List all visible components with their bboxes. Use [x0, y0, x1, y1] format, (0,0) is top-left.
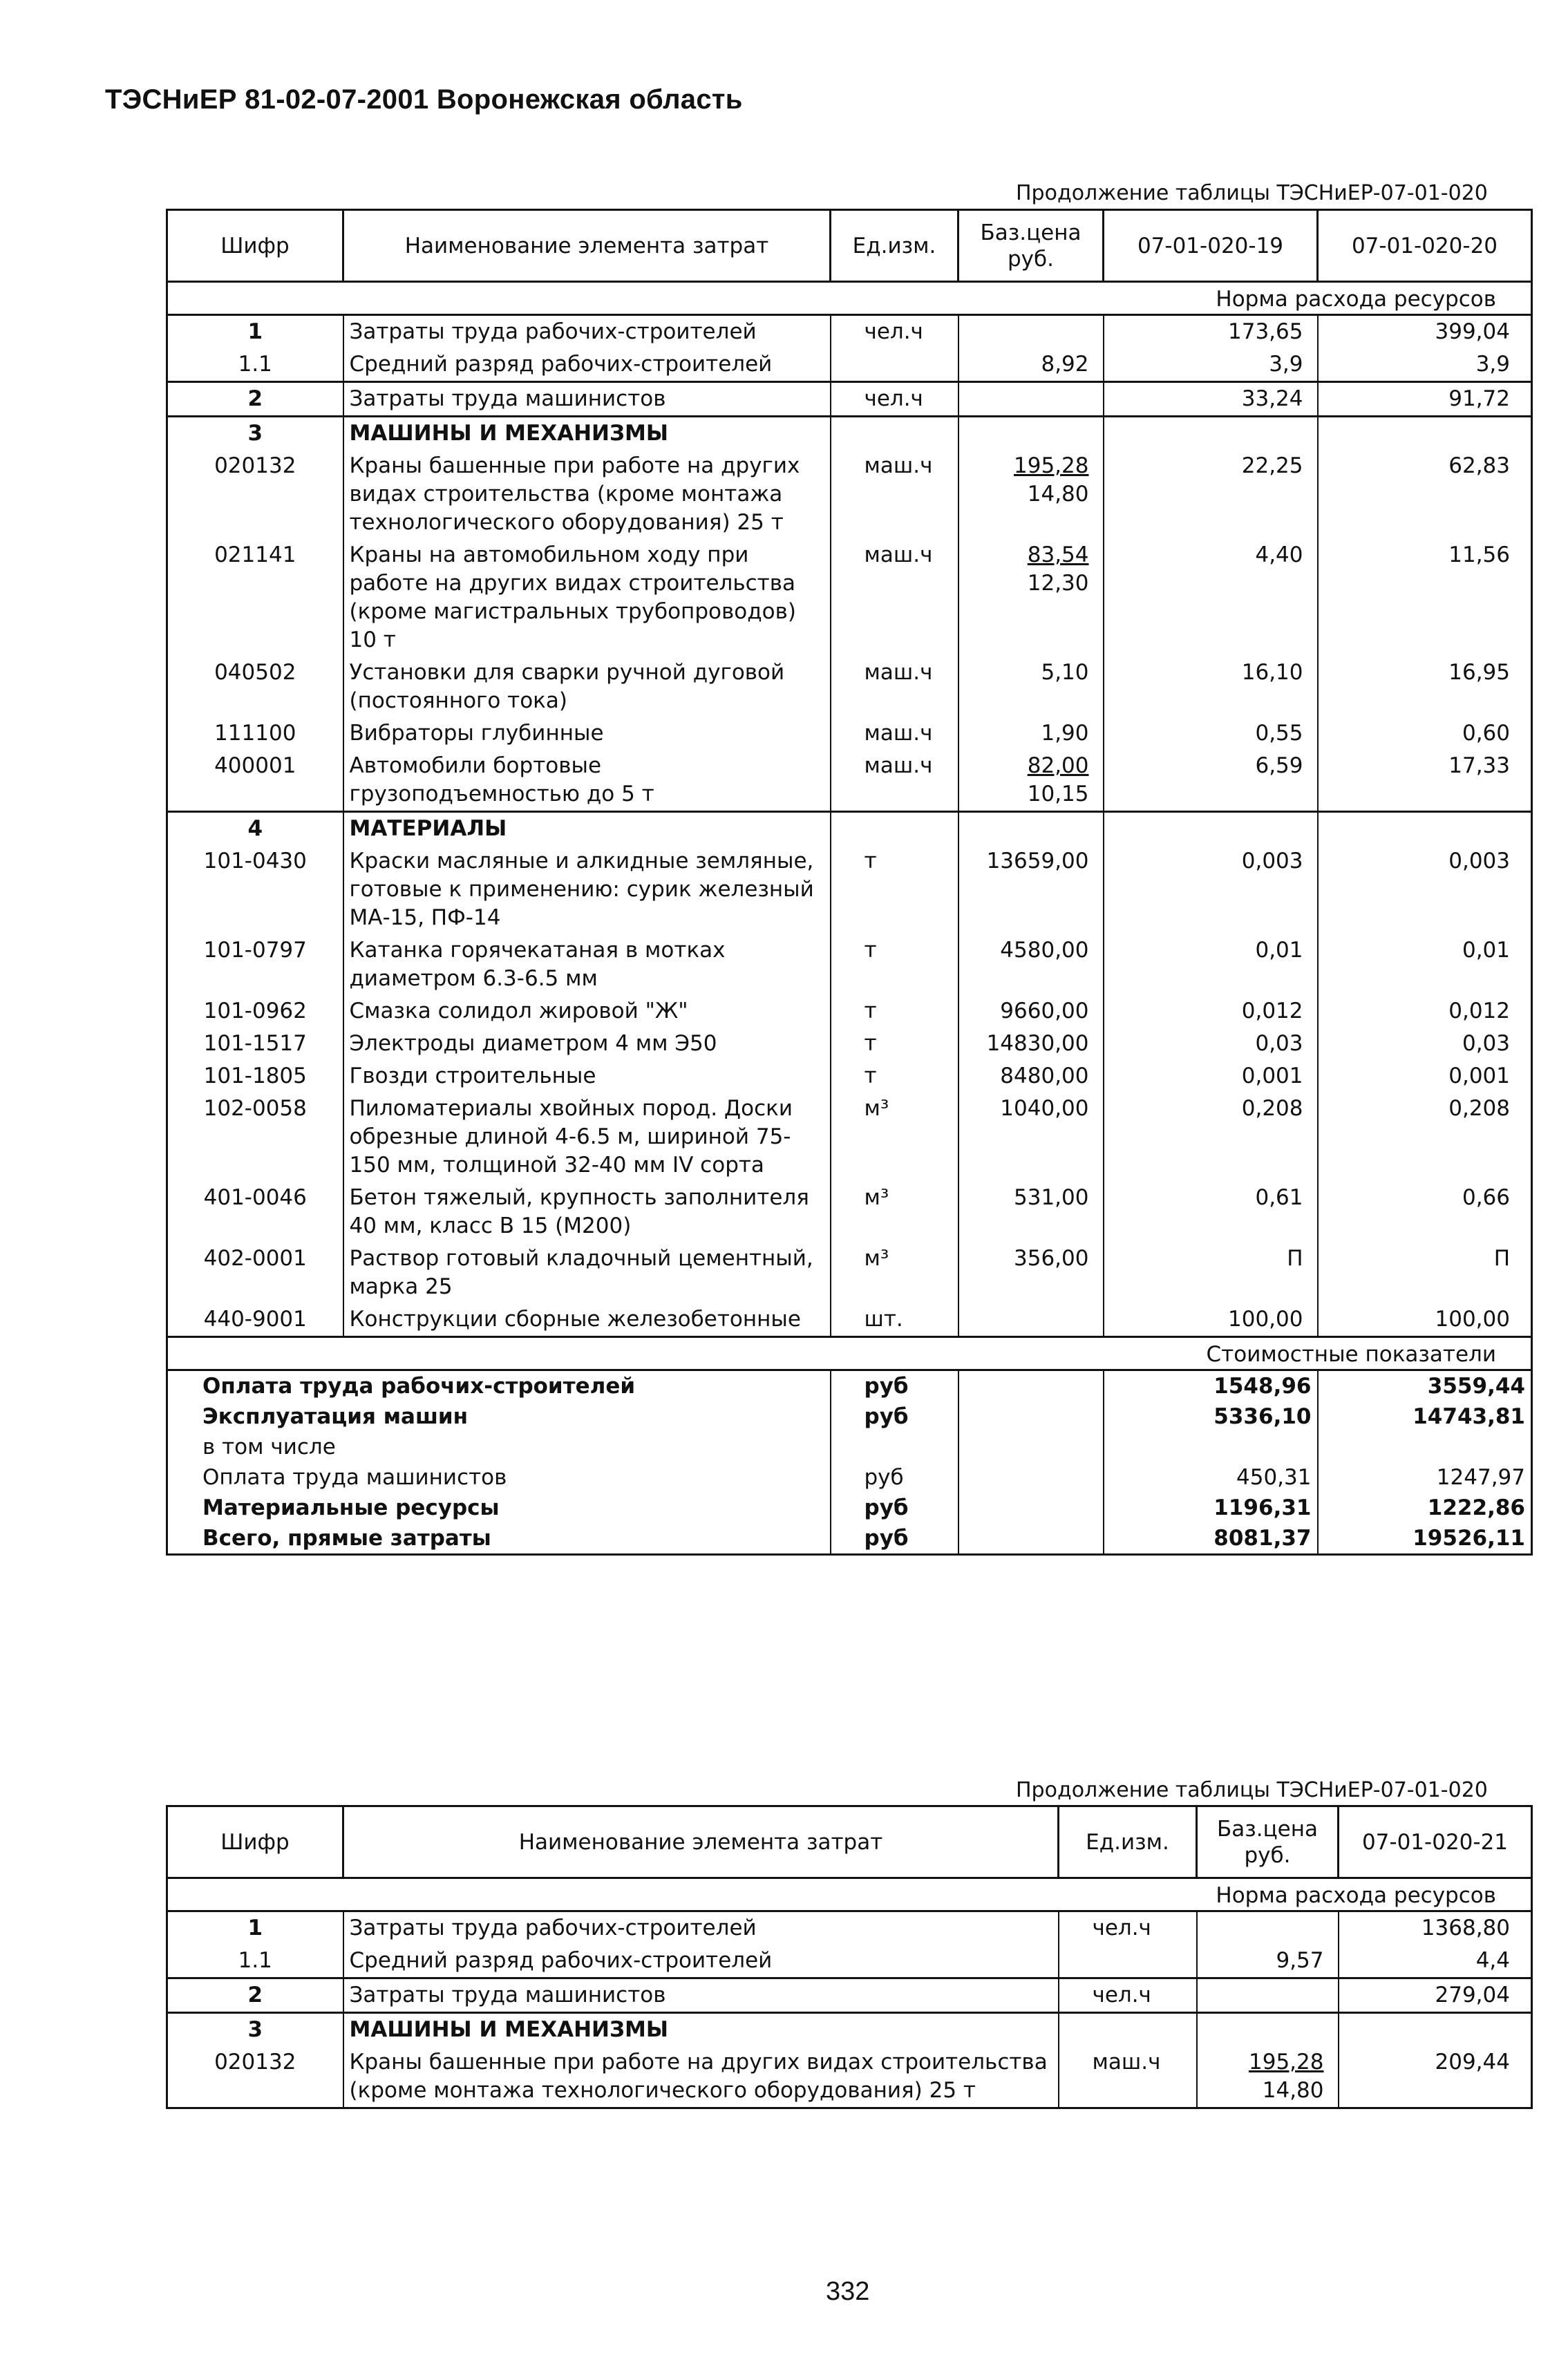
row-value: П	[1318, 1242, 1532, 1303]
summary-unit: руб	[831, 1523, 958, 1555]
row-price	[958, 450, 1104, 539]
row-unit: маш.ч	[831, 750, 958, 812]
table-row	[167, 717, 1532, 750]
price-main: 1,90	[1041, 721, 1089, 746]
table2-header-row	[167, 1806, 1532, 1878]
row-code: 2	[167, 1978, 343, 2013]
row-code: 020132	[214, 2050, 296, 2075]
summary-price	[958, 1523, 1104, 1555]
row-value: 33,24	[1104, 382, 1318, 417]
row-name: Средний разряд рабочих-строителей	[343, 1945, 1059, 1978]
table-row	[167, 1911, 1532, 1945]
row-value: 16,95	[1318, 656, 1532, 717]
table-row	[167, 934, 1532, 995]
summary-label: Эксплуатация машин	[202, 1404, 469, 1429]
table-row	[167, 450, 1532, 539]
summary-value: 1247,97	[1318, 1462, 1532, 1493]
row-code: 3	[167, 417, 343, 451]
row-unit: маш.ч	[1059, 2046, 1197, 2108]
row-code: 020132	[214, 453, 296, 478]
col-name: Наименование элемента затрат	[343, 1806, 1059, 1878]
summary-label: Всего, прямые затраты	[202, 1526, 491, 1551]
row-price	[958, 315, 1104, 349]
row-unit: м³	[831, 1093, 958, 1182]
col-price: Баз.цена руб.	[958, 210, 1104, 282]
row-unit: шт.	[831, 1303, 958, 1337]
summary-label: в том числе	[202, 1435, 336, 1459]
norm-label: Норма расхода ресурсов	[167, 1878, 1532, 1911]
summary-value: 1548,96	[1104, 1370, 1318, 1402]
row-unit: м³	[831, 1242, 958, 1303]
row-name: Раствор готовый кладочный цементный, марка 25	[343, 1242, 831, 1303]
summary-value	[1318, 1432, 1532, 1462]
summary-value: 14743,81	[1318, 1401, 1532, 1432]
row-name: Средний разряд рабочих-строителей	[343, 348, 831, 382]
row-name: Затраты труда рабочих-строителей	[343, 315, 831, 349]
row-value: 0,012	[1318, 995, 1532, 1028]
col-unit: Ед.изм.	[831, 210, 958, 282]
price-salary: 10,15	[1027, 782, 1089, 806]
row-code: 1.1	[238, 1948, 272, 1973]
price-main: 13659,00	[986, 849, 1089, 873]
row-unit: т	[831, 1028, 958, 1060]
row-unit	[831, 417, 958, 451]
row-code: 101-1517	[203, 1031, 307, 1056]
summary-row	[167, 1462, 1532, 1493]
row-value: 0,60	[1318, 717, 1532, 750]
price-main: 195,28	[1249, 2050, 1324, 2075]
row-value: 0,66	[1318, 1182, 1532, 1242]
row-name: МАШИНЫ И МЕХАНИЗМЫ	[343, 417, 831, 451]
table-row	[167, 995, 1532, 1028]
row-unit	[1059, 2013, 1197, 2047]
col-unit: Ед.изм.	[1059, 1806, 1197, 1878]
row-name: Катанка горячекатаная в мотках диаметром 6.3-6.5 мм	[343, 934, 831, 995]
row-value: 0,012	[1104, 995, 1318, 1028]
norm-label-row	[167, 1878, 1532, 1911]
summary-unit: руб	[831, 1493, 958, 1523]
price-main: 5,10	[1041, 660, 1089, 685]
summary-price	[958, 1432, 1104, 1462]
table-row	[167, 1093, 1532, 1182]
price-salary: 14,80	[1262, 2078, 1324, 2103]
table-row	[167, 656, 1532, 717]
row-code: 101-1805	[203, 1064, 307, 1088]
summary-price	[958, 1462, 1104, 1493]
summary-unit: руб	[831, 1401, 958, 1432]
row-name: Смазка солидол жировой "Ж"	[343, 995, 831, 1028]
page-number: 332	[826, 2277, 870, 2306]
row-value: 62,83	[1318, 450, 1532, 539]
row-value: 16,10	[1104, 656, 1318, 717]
price-main: 8,92	[1041, 352, 1089, 377]
row-unit: маш.ч	[831, 717, 958, 750]
row-value: 100,00	[1318, 1303, 1532, 1337]
row-code: 101-0962	[203, 999, 307, 1023]
row-value: П	[1104, 1242, 1318, 1303]
row-name: Бетон тяжелый, крупность заполнителя 40 мм, класс В 15 (М200)	[343, 1182, 831, 1242]
norm-label: Норма расхода ресурсов	[167, 282, 1532, 315]
row-price	[1197, 2046, 1339, 2108]
row-code: 102-0058	[203, 1096, 307, 1121]
row-value: 11,56	[1318, 539, 1532, 656]
row-name: Пиломатериалы хвойных пород. Доски обрезные длиной 4-6.5 м, шириной 75-150 мм, толщиной 32-40 мм IV сорта	[343, 1093, 831, 1182]
row-code: 021141	[214, 542, 296, 567]
col-20: 07-01-020-20	[1318, 210, 1532, 282]
row-value: 91,72	[1318, 382, 1532, 417]
cost-label: Стоимостные показатели	[167, 1337, 1532, 1370]
row-value: 4,4	[1339, 1945, 1532, 1978]
table-row	[167, 539, 1532, 656]
summary-label: Оплата труда машинистов	[202, 1465, 507, 1490]
table-row	[167, 1028, 1532, 1060]
row-unit: чел.ч	[1059, 1911, 1197, 1945]
table-row	[167, 1182, 1532, 1242]
row-value: 0,003	[1318, 845, 1532, 934]
row-price	[958, 750, 1104, 812]
row-price	[958, 845, 1104, 934]
row-unit: м³	[831, 1182, 958, 1242]
row-code: 1.1	[238, 352, 272, 377]
row-unit: чел.ч	[1059, 1978, 1197, 2013]
row-price	[958, 539, 1104, 656]
summary-unit: руб	[831, 1462, 958, 1493]
row-value: 399,04	[1318, 315, 1532, 349]
row-price	[958, 348, 1104, 382]
row-value	[1318, 417, 1532, 451]
summary-value: 1222,86	[1318, 1493, 1532, 1523]
price-salary: 12,30	[1027, 571, 1089, 596]
table-row	[167, 382, 1532, 417]
row-code: 101-0797	[203, 938, 307, 963]
summary-value: 450,31	[1104, 1462, 1318, 1493]
summary-value: 1196,31	[1104, 1493, 1318, 1523]
price-main: 356,00	[1014, 1246, 1089, 1271]
summary-label: Оплата труда рабочих-строителей	[167, 1370, 831, 1402]
row-unit	[831, 348, 958, 382]
row-unit: чел.ч	[831, 382, 958, 417]
row-price	[958, 1303, 1104, 1337]
row-price	[958, 1242, 1104, 1303]
row-code: 4	[167, 812, 343, 846]
table-row	[167, 1303, 1532, 1337]
col-code: Шифр	[167, 210, 343, 282]
row-value: 3,9	[1104, 348, 1318, 382]
row-name: Краны на автомобильном ходу при работе на других видах строительства (кроме магистральных трубопроводов) 10 т	[343, 539, 831, 656]
row-code: 440-9001	[203, 1307, 307, 1332]
summary-value: 3559,44	[1318, 1370, 1532, 1402]
row-name: МАШИНЫ И МЕХАНИЗМЫ	[343, 2013, 1059, 2047]
row-name: Краны башенные при работе на других видах строительства (кроме монтажа технологического оборудования) 25 т	[343, 450, 831, 539]
summary-row	[167, 1370, 1532, 1402]
row-value: 6,59	[1104, 750, 1318, 812]
row-price	[1197, 2013, 1339, 2047]
row-code: 400001	[214, 753, 296, 778]
table-row	[167, 1242, 1532, 1303]
row-unit: т	[831, 934, 958, 995]
price-salary: 14,80	[1027, 482, 1089, 507]
table-row	[167, 1945, 1532, 1978]
row-code: 1	[167, 315, 343, 349]
table1-header-row	[167, 210, 1532, 282]
summary-value	[1104, 1432, 1318, 1462]
price-main: 195,28	[1014, 453, 1089, 478]
table-row	[167, 1978, 1532, 2013]
table-row	[167, 2046, 1532, 2108]
cost-label-row	[167, 1337, 1532, 1370]
table-row	[167, 1060, 1532, 1093]
row-unit: т	[831, 845, 958, 934]
row-price	[958, 717, 1104, 750]
summary-value: 19526,11	[1318, 1523, 1532, 1555]
row-value: 0,03	[1318, 1028, 1532, 1060]
summary-price	[958, 1370, 1104, 1402]
table-row	[167, 2013, 1532, 2047]
summary-row	[167, 1432, 1532, 1462]
row-name: Затраты труда рабочих-строителей	[343, 1911, 1059, 1945]
row-price	[958, 656, 1104, 717]
row-name: Автомобили бортовые грузоподъемностью до 5 т	[343, 750, 831, 812]
row-value	[1318, 812, 1532, 846]
row-price	[958, 812, 1104, 846]
row-value: 0,001	[1318, 1060, 1532, 1093]
summary-value: 5336,10	[1104, 1401, 1318, 1432]
row-value: 0,55	[1104, 717, 1318, 750]
norm-label-row	[167, 282, 1532, 315]
row-name: Электроды диаметром 4 мм Э50	[343, 1028, 831, 1060]
row-price	[958, 995, 1104, 1028]
row-name: Вибраторы глубинные	[343, 717, 831, 750]
row-unit	[1059, 1945, 1197, 1978]
row-unit: маш.ч	[831, 450, 958, 539]
row-value: 0,61	[1104, 1182, 1318, 1242]
table-row	[167, 417, 1532, 451]
row-value: 4,40	[1104, 539, 1318, 656]
row-code: 401-0046	[203, 1185, 307, 1210]
row-name: Краны башенные при работе на других видах строительства (кроме монтажа технологического оборудования) 25 т	[343, 2046, 1059, 2108]
table-row	[167, 315, 1532, 349]
row-value	[1104, 812, 1318, 846]
row-value: 0,003	[1104, 845, 1318, 934]
row-name: Краски масляные и алкидные земляные, готовые к применению: сурик железный МА-15, ПФ-14	[343, 845, 831, 934]
summary-row	[167, 1401, 1532, 1432]
row-price	[958, 934, 1104, 995]
row-price	[1197, 1978, 1339, 2013]
col-21: 07-01-020-21	[1339, 1806, 1532, 1878]
summary-value: 8081,37	[1104, 1523, 1318, 1555]
row-value: 0,01	[1104, 934, 1318, 995]
col-name: Наименование элемента затрат	[343, 210, 831, 282]
price-main: 531,00	[1014, 1185, 1089, 1210]
col-19: 07-01-020-19	[1104, 210, 1318, 282]
row-name: Установки для сварки ручной дуговой (постоянного тока)	[343, 656, 831, 717]
row-value: 173,65	[1104, 315, 1318, 349]
row-code: 402-0001	[203, 1246, 307, 1271]
table-row	[167, 750, 1532, 812]
summary-price	[958, 1401, 1104, 1432]
col-code: Шифр	[167, 1806, 343, 1878]
row-value: 0,208	[1104, 1093, 1318, 1182]
row-value: 1368,80	[1339, 1911, 1532, 1945]
table2	[166, 1805, 1533, 2109]
row-code: 2	[167, 382, 343, 417]
row-value: 209,44	[1339, 2046, 1532, 2108]
row-value: 3,9	[1318, 348, 1532, 382]
row-value: 279,04	[1339, 1978, 1532, 2013]
price-main: 1040,00	[1000, 1096, 1089, 1121]
row-value: 100,00	[1104, 1303, 1318, 1337]
summary-price	[958, 1493, 1104, 1523]
row-code: 101-0430	[203, 849, 307, 873]
row-value: 22,25	[1104, 450, 1318, 539]
row-code: 111100	[214, 721, 296, 746]
table2-caption: Продолжение таблицы ТЭСНиЕР-07-01-020	[1016, 1778, 1488, 1802]
row-value: 17,33	[1318, 750, 1532, 812]
price-main: 82,00	[1027, 753, 1089, 778]
row-value: 0,001	[1104, 1060, 1318, 1093]
row-name: Конструкции сборные железобетонные	[343, 1303, 831, 1337]
row-name: Затраты труда машинистов	[343, 382, 831, 417]
summary-row	[167, 1493, 1532, 1523]
row-name: МАТЕРИАЛЫ	[343, 812, 831, 846]
summary-label: Материальные ресурсы	[202, 1495, 500, 1520]
summary-row	[167, 1523, 1532, 1555]
col-price: Баз.цена руб.	[1197, 1806, 1339, 1878]
row-code: 1	[167, 1911, 343, 1945]
row-unit	[831, 812, 958, 846]
row-price	[958, 417, 1104, 451]
row-value: 0,208	[1318, 1093, 1532, 1182]
table-row	[167, 348, 1532, 382]
row-price	[958, 382, 1104, 417]
row-name: Затраты труда машинистов	[343, 1978, 1059, 2013]
row-price	[1197, 1911, 1339, 1945]
row-price	[958, 1028, 1104, 1060]
row-code: 040502	[214, 660, 296, 685]
table1-caption: Продолжение таблицы ТЭСНиЕР-07-01-020	[1016, 181, 1488, 205]
row-unit: маш.ч	[831, 656, 958, 717]
table-row	[167, 812, 1532, 846]
price-main: 9,57	[1276, 1948, 1324, 1973]
row-unit: т	[831, 1060, 958, 1093]
summary-unit	[831, 1432, 958, 1462]
row-unit: чел.ч	[831, 315, 958, 349]
row-unit: т	[831, 995, 958, 1028]
row-price	[958, 1060, 1104, 1093]
table1	[166, 209, 1533, 1556]
row-price	[1197, 1945, 1339, 1978]
row-value	[1339, 2013, 1532, 2047]
price-main: 4580,00	[1000, 938, 1089, 963]
document-title: ТЭСНиЕР 81-02-07-2001 Воронежская область	[105, 84, 743, 115]
price-main: 83,54	[1027, 542, 1089, 567]
table-row	[167, 845, 1532, 934]
price-main: 14830,00	[986, 1031, 1089, 1056]
row-unit: маш.ч	[831, 539, 958, 656]
price-main: 8480,00	[1000, 1064, 1089, 1088]
row-code: 3	[167, 2013, 343, 2047]
row-name: Гвозди строительные	[343, 1060, 831, 1093]
row-value	[1104, 417, 1318, 451]
row-value: 0,01	[1318, 934, 1532, 995]
row-price	[958, 1182, 1104, 1242]
row-value: 0,03	[1104, 1028, 1318, 1060]
row-price	[958, 1093, 1104, 1182]
price-main: 9660,00	[1000, 999, 1089, 1023]
summary-unit: руб	[831, 1370, 958, 1402]
